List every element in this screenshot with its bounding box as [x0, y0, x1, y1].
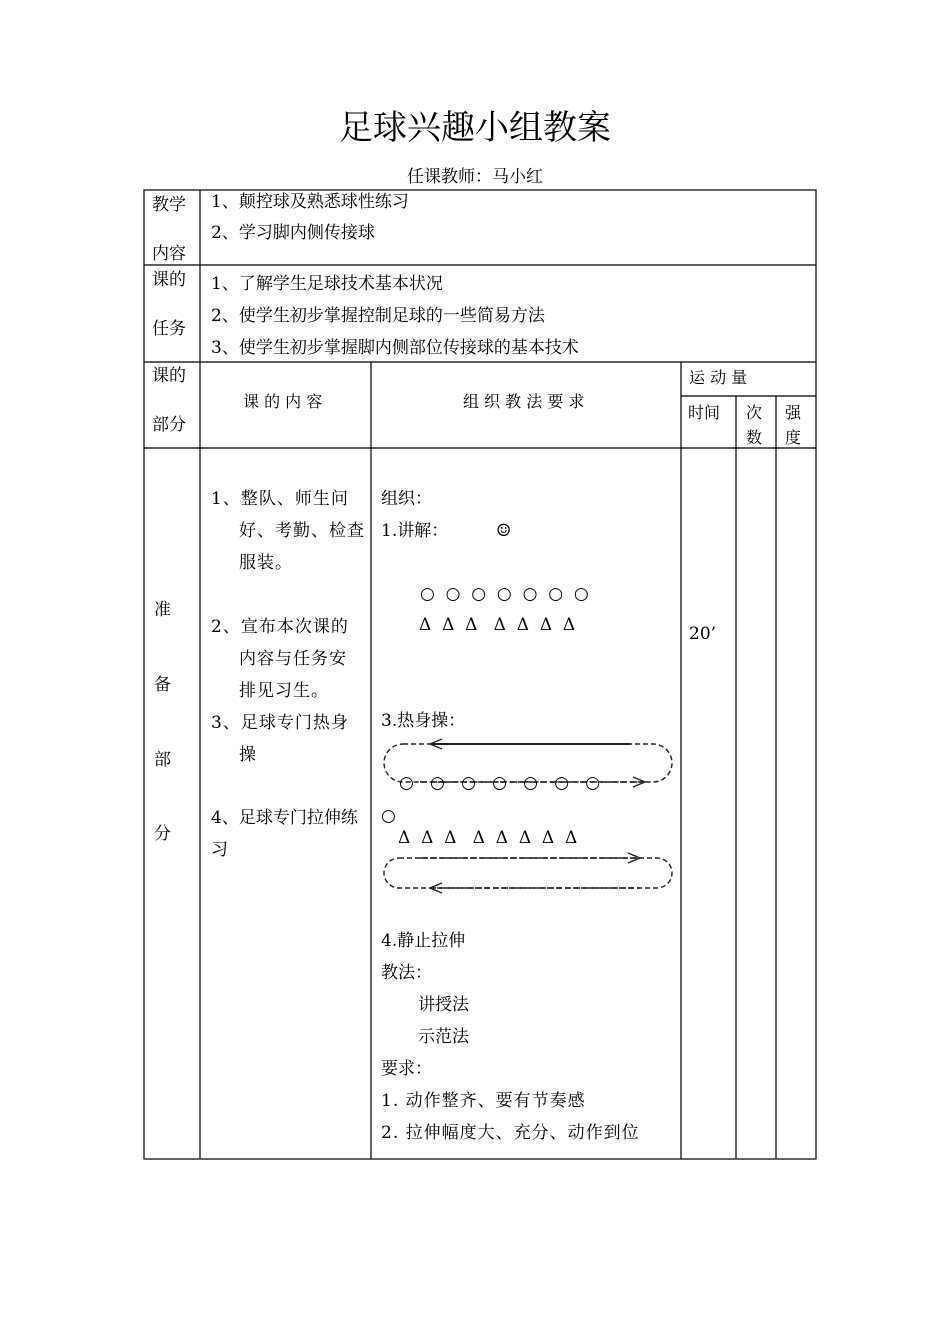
header-time: 时间 — [688, 403, 721, 422]
teacher-line: 任课教师：马小红 — [407, 167, 543, 187]
formation-triangles: Δ Δ Δ Δ Δ Δ Δ — [419, 615, 576, 635]
content-line-1: 1、整队、师生问 — [211, 489, 349, 509]
content-line-9: 4、足球专门拉伸练 — [211, 808, 358, 828]
content-line-4: 2、宣布本次课的 — [211, 617, 349, 637]
content-line-8: 操 — [239, 745, 256, 765]
header-count-b: 数 — [746, 428, 763, 447]
warmup-loop-bottom — [384, 853, 672, 893]
row2-label-a: 课的 — [152, 270, 186, 290]
header-intensity-a: 强 — [785, 403, 802, 422]
document-title: 足球兴趣小组教案 — [339, 108, 611, 148]
formation-circles: ○ ○ ○ ○ ○ ○ ○ — [420, 584, 589, 604]
method-demo: 示范法 — [418, 1027, 469, 1047]
header-intensity-b: 度 — [785, 428, 802, 447]
content-line-2: 好、考勤、检查 — [239, 521, 365, 541]
warmup-triangles: Δ Δ Δ Δ Δ Δ Δ Δ — [398, 828, 578, 848]
warmup-left-circle: ○ — [381, 806, 396, 826]
part-char-1: 准 — [154, 600, 171, 620]
row2-label-b: 任务 — [152, 319, 186, 339]
teacher-smiley-icon: ☺ — [496, 521, 512, 541]
method-teach: 教法： — [381, 963, 432, 983]
row1-label-a: 教学 — [152, 195, 186, 215]
method-require: 要求： — [381, 1059, 432, 1079]
method-warmup: 3.热身操： — [381, 711, 466, 731]
row1-label-b: 内容 — [152, 244, 186, 264]
header-amount: 运 动 量 — [689, 368, 748, 387]
header-count-a: 次 — [746, 403, 763, 422]
row2-line-3: 3、使学生初步掌握脚内侧部位传接球的基本技术 — [211, 338, 579, 358]
header-content: 课 的 内 容 — [243, 392, 323, 411]
method-org: 组织： — [381, 489, 432, 509]
content-line-10: 习 — [211, 840, 228, 860]
content-line-5: 内容与任务安 — [239, 649, 347, 669]
content-line-6: 排见习生。 — [239, 681, 329, 701]
row2-line-2: 2、使学生初步掌握控制足球的一些简易方法 — [211, 306, 545, 326]
method-stretch: 4.静止拉伸 — [381, 931, 466, 951]
header-method: 组 织 教 法 要 求 — [463, 392, 585, 411]
method-lecture: 讲授法 — [418, 995, 469, 1015]
part-char-4: 分 — [154, 824, 171, 844]
row1-line-1: 1、颠控球及熟悉球性练习 — [211, 192, 409, 212]
method-req-1: 1. 动作整齐、要有节奏感 — [381, 1091, 586, 1111]
warmup-circles: ○ ○ ○ ○ ○ ○ ○ — [399, 773, 601, 793]
method-explain: 1.讲解： — [381, 521, 449, 541]
method-req-2: 2. 拉伸幅度大、充分、动作到位 — [381, 1123, 640, 1143]
part-char-2: 备 — [154, 675, 171, 695]
content-line-7: 3、足球专门热身 — [211, 713, 349, 733]
header-part-a: 课的 — [152, 366, 186, 386]
row1-line-2: 2、学习脚内侧传接球 — [211, 223, 375, 243]
time-value: 20’ — [689, 624, 717, 644]
row2-line-1: 1、了解学生足球技术基本状况 — [211, 274, 443, 294]
content-line-3: 服装。 — [239, 553, 293, 573]
header-part-b: 部分 — [152, 415, 186, 435]
part-char-3: 部 — [154, 750, 171, 770]
